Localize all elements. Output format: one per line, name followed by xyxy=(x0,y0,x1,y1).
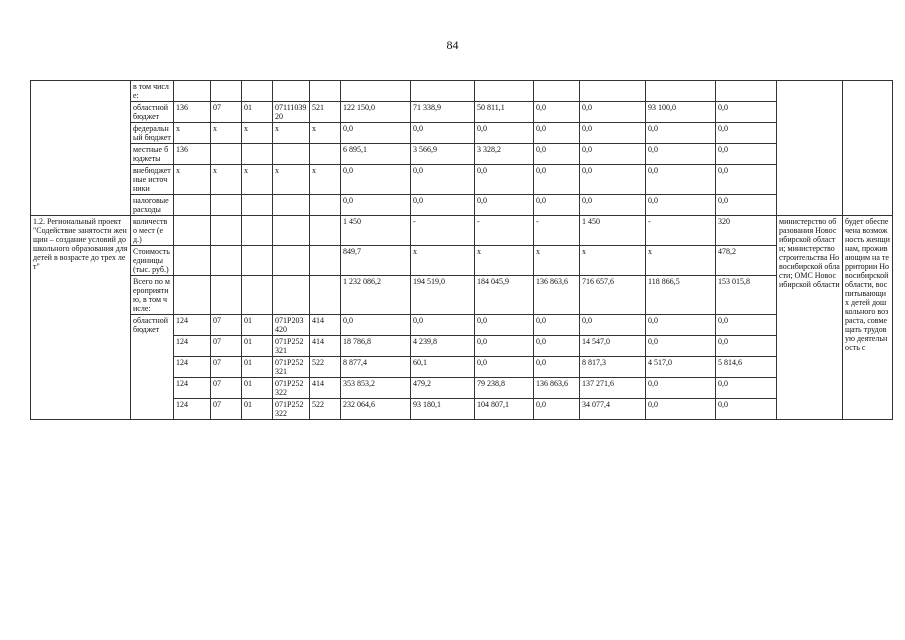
value-cell: 320 xyxy=(716,216,777,246)
value-cell: 0,0 xyxy=(646,315,716,336)
value-cell: 0,0 xyxy=(534,144,580,165)
value-cell: 0,0 xyxy=(716,144,777,165)
code-cell: 07 xyxy=(211,102,242,123)
budget-label: областной бюджет xyxy=(131,315,174,420)
empty-title-cell xyxy=(31,81,131,216)
value-cell: 0,0 xyxy=(716,399,777,420)
value-cell: 0,0 xyxy=(646,399,716,420)
row-label: налоговые расходы xyxy=(131,195,174,216)
code-cell: 522 xyxy=(310,399,341,420)
value-cell: 1 450 xyxy=(580,216,646,246)
code-cell: 01 xyxy=(242,378,273,399)
table-row xyxy=(31,123,893,144)
value-cell: 0,0 xyxy=(411,165,475,195)
code-cell: 124 xyxy=(174,399,211,420)
code-cell: 01 xyxy=(242,336,273,357)
value-cell: 0,0 xyxy=(646,195,716,216)
table-row xyxy=(31,216,893,246)
value-cell: 71 338,9 xyxy=(411,102,475,123)
empty-executor-cell xyxy=(777,81,843,216)
code-cell xyxy=(310,81,341,102)
value-cell: 0,0 xyxy=(580,102,646,123)
value-cell: 0,0 xyxy=(534,399,580,420)
value-cell: 3 328,2 xyxy=(475,144,534,165)
code-cell xyxy=(273,246,310,276)
value-cell: 18 786,8 xyxy=(341,336,411,357)
code-cell: 071P252322 xyxy=(273,399,310,420)
code-cell xyxy=(211,276,242,315)
value-cell: 0,0 xyxy=(580,195,646,216)
value-cell: 1 232 086,2 xyxy=(341,276,411,315)
value-cell: x xyxy=(411,246,475,276)
value-cell: 137 271,6 xyxy=(580,378,646,399)
value-cell: 0,0 xyxy=(716,315,777,336)
code-cell: x xyxy=(174,165,211,195)
value-cell: 849,7 xyxy=(341,246,411,276)
code-cell: 07 xyxy=(211,357,242,378)
table-body xyxy=(31,81,893,420)
value-cell: 184 045,9 xyxy=(475,276,534,315)
code-cell: 136 xyxy=(174,102,211,123)
row-label: Стоимость единицы (тыс. руб.) xyxy=(131,246,174,276)
code-cell xyxy=(273,195,310,216)
value-cell: 0,0 xyxy=(411,195,475,216)
code-cell: 07 xyxy=(211,399,242,420)
code-cell xyxy=(174,246,211,276)
value-cell: 34 077,4 xyxy=(580,399,646,420)
code-cell xyxy=(211,195,242,216)
value-cell: 0,0 xyxy=(534,165,580,195)
empty-result-cell xyxy=(843,81,893,216)
value-cell: 136 863,6 xyxy=(534,378,580,399)
value-cell: 5 814,6 xyxy=(716,357,777,378)
code-cell: 521 xyxy=(310,102,341,123)
value-cell: 0,0 xyxy=(646,165,716,195)
code-cell: 01 xyxy=(242,315,273,336)
value-cell: 0,0 xyxy=(646,144,716,165)
value-cell: 60,1 xyxy=(411,357,475,378)
table-row xyxy=(31,144,893,165)
project-result: будет обеспечена возможность женщинам, проживающим на территории Новосибирской области, воспитывающих детей дошкольного возраста, совмещать трудовую деятельность с xyxy=(843,216,893,420)
table-row xyxy=(31,276,893,315)
code-cell xyxy=(174,216,211,246)
code-cell: 124 xyxy=(174,357,211,378)
value-cell: 0,0 xyxy=(580,123,646,144)
code-cell: 414 xyxy=(310,378,341,399)
value-cell: 93 100,0 xyxy=(646,102,716,123)
code-cell: x xyxy=(273,123,310,144)
code-cell xyxy=(273,81,310,102)
code-cell xyxy=(273,144,310,165)
code-cell: x xyxy=(242,123,273,144)
table-row xyxy=(31,165,893,195)
code-cell xyxy=(273,216,310,246)
value-cell: 0,0 xyxy=(475,315,534,336)
code-cell: x xyxy=(273,165,310,195)
code-cell: 07 xyxy=(211,378,242,399)
value-cell: 136 863,6 xyxy=(534,276,580,315)
value-cell: 0,0 xyxy=(534,123,580,144)
code-cell xyxy=(211,246,242,276)
project-executor: министерство образования Новосибирской области; министерство строительства Новосибирской области; ОМС Новосибирской области xyxy=(777,216,843,420)
value-cell: - xyxy=(534,216,580,246)
code-cell xyxy=(211,144,242,165)
value-cell: 0,0 xyxy=(475,357,534,378)
code-cell: 136 xyxy=(174,144,211,165)
value-cell: 0,0 xyxy=(716,165,777,195)
code-cell: 071P252321 xyxy=(273,357,310,378)
code-cell xyxy=(310,276,341,315)
value-cell xyxy=(580,81,646,102)
value-cell: x xyxy=(475,246,534,276)
row-label: внебюджетные источники xyxy=(131,165,174,195)
value-cell: 0,0 xyxy=(475,195,534,216)
value-cell: 1 450 xyxy=(341,216,411,246)
code-cell: x xyxy=(211,123,242,144)
value-cell: 0,0 xyxy=(646,336,716,357)
code-cell xyxy=(310,144,341,165)
value-cell: x xyxy=(646,246,716,276)
value-cell: 0,0 xyxy=(716,378,777,399)
value-cell xyxy=(341,81,411,102)
value-cell: 0,0 xyxy=(341,123,411,144)
value-cell: 0,0 xyxy=(580,165,646,195)
value-cell: 0,0 xyxy=(646,378,716,399)
code-cell: x xyxy=(310,165,341,195)
value-cell: 0,0 xyxy=(534,102,580,123)
code-cell xyxy=(310,246,341,276)
program-table xyxy=(30,80,893,420)
code-cell xyxy=(242,216,273,246)
value-cell: 0,0 xyxy=(716,123,777,144)
code-cell xyxy=(242,195,273,216)
value-cell: 0,0 xyxy=(341,165,411,195)
code-cell: 01 xyxy=(242,399,273,420)
code-cell xyxy=(174,276,211,315)
code-cell xyxy=(242,144,273,165)
code-cell: 124 xyxy=(174,315,211,336)
value-cell: 50 811,1 xyxy=(475,102,534,123)
code-cell: 01 xyxy=(242,357,273,378)
value-cell: 0,0 xyxy=(534,336,580,357)
value-cell: 716 657,6 xyxy=(580,276,646,315)
value-cell: x xyxy=(580,246,646,276)
value-cell: 0,0 xyxy=(475,336,534,357)
value-cell: - xyxy=(475,216,534,246)
table-row xyxy=(31,315,893,336)
code-cell: 414 xyxy=(310,315,341,336)
value-cell: 6 895,1 xyxy=(341,144,411,165)
value-cell: x xyxy=(534,246,580,276)
value-cell: 0,0 xyxy=(411,123,475,144)
value-cell: 0,0 xyxy=(411,315,475,336)
value-cell: 353 853,2 xyxy=(341,378,411,399)
value-cell: 8 877,4 xyxy=(341,357,411,378)
table-row xyxy=(31,246,893,276)
value-cell: 79 238,8 xyxy=(475,378,534,399)
project-title: 1.2. Региональный проект "Содействие занятости женщин – создание условий дошкольного образования для детей в возрасте до трех лет" xyxy=(31,216,131,420)
row-label: областной бюджет xyxy=(131,102,174,123)
code-cell xyxy=(174,195,211,216)
value-cell: 0,0 xyxy=(534,357,580,378)
code-cell: x xyxy=(174,123,211,144)
code-cell xyxy=(310,195,341,216)
code-cell: 071P252321 xyxy=(273,336,310,357)
table-row xyxy=(31,195,893,216)
value-cell: 4 239,8 xyxy=(411,336,475,357)
value-cell: 0,0 xyxy=(716,336,777,357)
code-cell: x xyxy=(310,123,341,144)
value-cell: 0,0 xyxy=(580,144,646,165)
value-cell: 122 150,0 xyxy=(341,102,411,123)
code-cell xyxy=(242,81,273,102)
value-cell: 0,0 xyxy=(341,195,411,216)
value-cell: 232 064,6 xyxy=(341,399,411,420)
value-cell: 0,0 xyxy=(716,102,777,123)
value-cell xyxy=(475,81,534,102)
value-cell: 104 807,1 xyxy=(475,399,534,420)
value-cell: - xyxy=(411,216,475,246)
value-cell: 0,0 xyxy=(475,165,534,195)
value-cell: 0,0 xyxy=(580,315,646,336)
code-cell xyxy=(211,81,242,102)
value-cell: 8 817,3 xyxy=(580,357,646,378)
value-cell xyxy=(411,81,475,102)
table-row xyxy=(31,81,893,102)
row-label: местные бюджеты xyxy=(131,144,174,165)
row-label: в том числе: xyxy=(131,81,174,102)
code-cell: 01 xyxy=(242,102,273,123)
value-cell: 0,0 xyxy=(716,195,777,216)
value-cell: 0,0 xyxy=(534,195,580,216)
row-label: количество мест (ед.) xyxy=(131,216,174,246)
code-cell: 124 xyxy=(174,378,211,399)
value-cell: 14 547,0 xyxy=(580,336,646,357)
code-cell xyxy=(273,276,310,315)
value-cell: 0,0 xyxy=(341,315,411,336)
table-row xyxy=(31,102,893,123)
code-cell: 071P252322 xyxy=(273,378,310,399)
code-cell: 414 xyxy=(310,336,341,357)
value-cell xyxy=(646,81,716,102)
code-cell xyxy=(211,216,242,246)
row-label: Всего по мероприятию, в том числе: xyxy=(131,276,174,315)
value-cell xyxy=(534,81,580,102)
value-cell: 3 566,9 xyxy=(411,144,475,165)
code-cell: 07 xyxy=(211,315,242,336)
page-number: 84 xyxy=(446,38,459,52)
code-cell xyxy=(242,276,273,315)
code-cell xyxy=(242,246,273,276)
value-cell: 118 866,5 xyxy=(646,276,716,315)
code-cell xyxy=(310,216,341,246)
value-cell: 0,0 xyxy=(475,123,534,144)
value-cell: 153 015,8 xyxy=(716,276,777,315)
value-cell: 4 517,0 xyxy=(646,357,716,378)
value-cell: 478,2 xyxy=(716,246,777,276)
value-cell xyxy=(716,81,777,102)
value-cell: 0,0 xyxy=(534,315,580,336)
code-cell: 522 xyxy=(310,357,341,378)
code-cell: 124 xyxy=(174,336,211,357)
code-cell: x xyxy=(242,165,273,195)
row-label: федеральный бюджет xyxy=(131,123,174,144)
code-cell: x xyxy=(211,165,242,195)
value-cell: - xyxy=(646,216,716,246)
value-cell: 479,2 xyxy=(411,378,475,399)
code-cell: 071P203420 xyxy=(273,315,310,336)
code-cell: 0711103920 xyxy=(273,102,310,123)
code-cell xyxy=(174,81,211,102)
code-cell: 07 xyxy=(211,336,242,357)
value-cell: 93 180,1 xyxy=(411,399,475,420)
value-cell: 0,0 xyxy=(646,123,716,144)
value-cell: 194 519,0 xyxy=(411,276,475,315)
